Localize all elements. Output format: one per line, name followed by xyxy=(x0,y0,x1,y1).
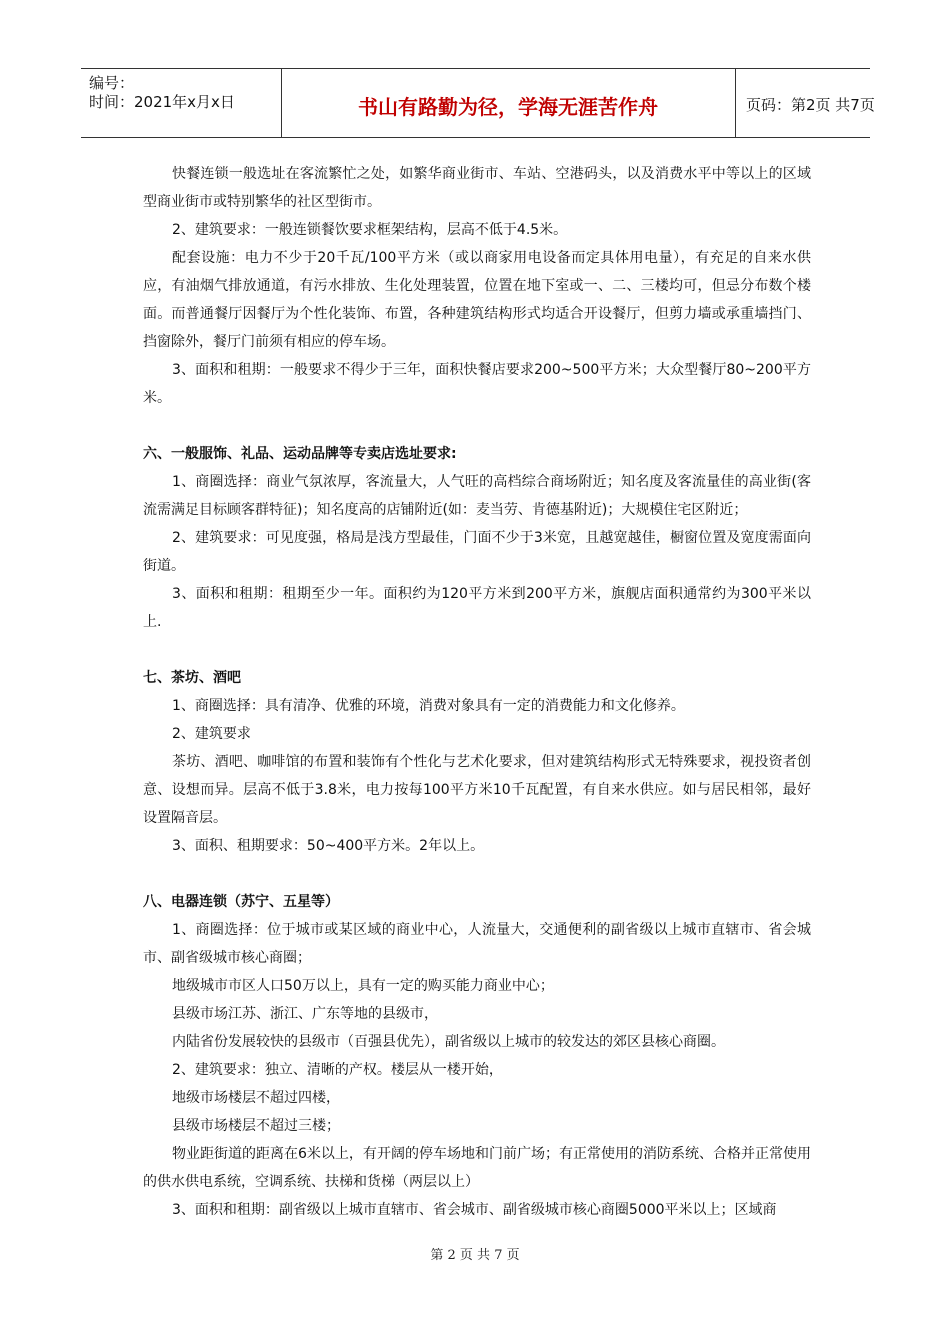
paragraph: 内陆省份发展较快的县级市（百强县优先），副省级以上城市的较发达的郊区县核心商圈。 xyxy=(172,1034,725,1050)
section-heading: 八、电器连锁（苏宁、五星等） xyxy=(143,894,339,910)
paragraph: 茶坊、酒吧、咖啡馆的布置和装饰有个性化与艺术化要求，但对建筑结构形式无特殊要求，视投资者创意、设想而异。层高不低于3.8米，电力按每100平方米10千瓦配置，有自来水供应。如与居民相邻，最好设置隔音层。 xyxy=(143,754,811,826)
header-right-cell xyxy=(736,69,875,137)
header-motto: 书山有路勤为径，学海无涯苦作舟 xyxy=(358,95,658,119)
paragraph: 快餐连锁一般选址在客流繁忙之处，如繁华商业街市、车站、空港码头，以及消费水平中等以上的区域型商业街市或特别繁华的社区型街市。 xyxy=(143,166,811,210)
page-footer: 第 2 页 共 7 页 xyxy=(430,1248,520,1263)
paragraph: 2、建筑要求：独立、清晰的产权。楼层从一楼开始， xyxy=(172,1062,503,1078)
paragraph: 2、建筑要求：可见度强，格局是浅方型最佳，门面不少于3米宽，且越宽越佳，橱窗位置及宽度需面向街道。 xyxy=(143,530,811,574)
paragraph: 3、面积和租期：副省级以上城市直辖市、省会城市、副省级城市核心商圈5000平米以上；区域商 xyxy=(172,1202,777,1218)
paragraph: 配套设施：电力不少于20千瓦/100平方米（或以商家用电设备而定具体用电量），有充足的自来水供应，有油烟气排放通道，有污水排放、生化处理装置，位置在地下室或一、二、三楼均可，但忌分布数个楼面。而普通餐厅因餐厅为个性化装饰、布置，各种建筑结构形式均适合开设餐厅，但剪力墙或承重墙挡门、挡窗除外，餐厅门前须有相应的停车场。 xyxy=(143,250,811,350)
section-heading: 六、一般服饰、礼品、运动品牌等专卖店选址要求: xyxy=(143,446,457,462)
paragraph: 3、面积、租期要求：50~400平方米。2年以上。 xyxy=(172,838,485,854)
paragraph: 县级市场楼层不超过三楼； xyxy=(172,1118,340,1134)
paragraph: 3、面积和租期：租期至少一年。面积约为120平方米到200平方米，旗舰店面积通常约为300平米以上. xyxy=(143,586,811,630)
document-header xyxy=(81,68,875,138)
time-label: 时间：2021年x月x日 xyxy=(89,93,235,111)
header-page-label: 页码：第2页 共7页 xyxy=(746,96,875,114)
number-label: 编号： xyxy=(89,74,135,92)
paragraph: 县级市场江苏、浙江、广东等地的县级市， xyxy=(172,1006,438,1022)
paragraph: 1、商圈选择：商业气氛浓厚，客流量大，人气旺的高档综合商场附近；知名度及客流量佳的高业街(客流需满足目标顾客群特征)；知名度高的店铺附近(如：麦当劳、肯德基附近)；大规模住宅区附近； xyxy=(143,474,811,518)
paragraph: 2、建筑要求 xyxy=(172,726,251,742)
paragraph: 2、建筑要求：一般连锁餐饮要求框架结构，层高不低于4.5米。 xyxy=(172,222,568,238)
paragraph: 1、商圈选择：位于城市或某区域的商业中心，人流量大，交通便利的副省级以上城市直辖市、省会城市、副省级城市核心商圈； xyxy=(143,922,811,966)
paragraph: 地级市场楼层不超过四楼， xyxy=(172,1090,340,1106)
document-body xyxy=(143,160,811,1224)
paragraph: 物业距街道的距离在6米以上，有开阔的停车场地和门前广场；有正常使用的消防系统、合格并正常使用的供水供电系统，空调系统、扶梯和货梯（两层以上） xyxy=(143,1146,811,1190)
header-left-cell xyxy=(81,69,282,137)
header-motto-cell xyxy=(281,69,736,137)
paragraph: 3、面积和租期：一般要求不得少于三年，面积快餐店要求200~500平方米；大众型餐厅80~200平方米。 xyxy=(143,362,811,406)
paragraph: 1、商圈选择：具有清净、优雅的环境，消费对象具有一定的消费能力和文化修养。 xyxy=(172,698,685,714)
section-heading: 七、茶坊、酒吧 xyxy=(143,670,241,686)
paragraph: 地级城市市区人口50万以上，具有一定的购买能力商业中心； xyxy=(172,978,554,994)
